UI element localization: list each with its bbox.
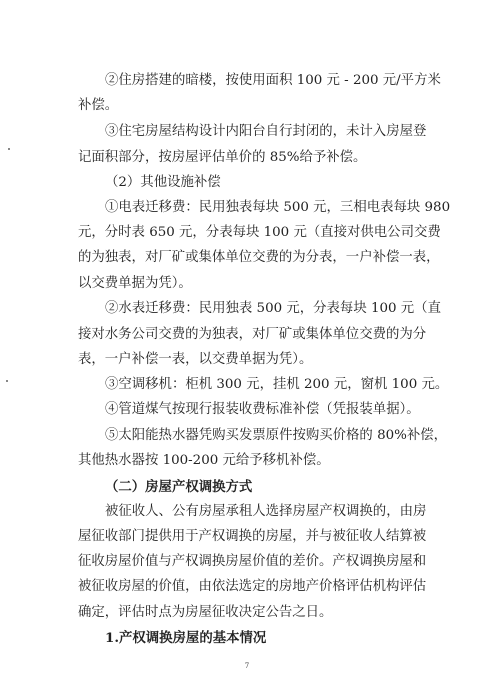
text-line: 被征收房屋的价值，由依法选定的房地产价格评估机构评估 <box>78 579 427 594</box>
text-line: 元，分时表 650 元，分表每块 100 元（直接对供电公司交费 <box>78 225 441 240</box>
margin-dot <box>6 380 8 382</box>
text-line: 其他热水器按 100-200 元给予移机补偿。 <box>78 453 330 468</box>
text-line: 确定，评估时点为房屋征收决定公告之日。 <box>78 605 333 620</box>
text-line: ⑤太阳能热水器凭购买发票原件按购买价格的 80%补偿， <box>105 428 448 443</box>
text-line: ②水表迁移费：民用独表 500 元，分表每块 100 元（直 <box>105 301 441 316</box>
subsection-heading: 1.产权调换房屋的基本情况 <box>105 630 267 646</box>
text-line: 被征收人、公有房屋承租人选择房屋产权调换的，由房 <box>105 504 427 519</box>
text-line: 记面积部分，按房屋评估单价的 85%给予补偿。 <box>78 150 367 165</box>
margin-dot <box>8 148 10 150</box>
text-line: ②住房搭建的暗楼，按使用面积 100 元 - 200 元/平方米 <box>105 73 441 88</box>
section-heading: （2）其他设施补偿 <box>105 175 221 190</box>
page-number: 7 <box>244 662 250 670</box>
text-line: 表，一户补偿一表，以交费单据为凭）。 <box>78 352 313 367</box>
text-line: ③住宅房屋结构设计内阳台自行封闭的，未计入房屋登 <box>105 124 427 139</box>
text-line: 的为独表，对厂矿或集体单位交费的为分表，一户补偿一表， <box>78 250 440 265</box>
text-line: ①电表迁移费：民用独表每块 500 元，三相电表每块 980 <box>105 200 451 215</box>
text-line: 补偿。 <box>78 98 119 113</box>
text-line: 征收房屋价值与产权调换房屋价值的差价。产权调换房屋和 <box>78 554 427 569</box>
text-line: ③空调移机：柜机 300 元，挂机 200 元，窗机 100 元。 <box>105 377 449 392</box>
text-line: 屋征收部门提供用于产权调换的房屋，并与被征收人结算被 <box>78 529 427 544</box>
text-line: 接对水务公司交费的为独表，对厂矿或集体单位交费的为分 <box>78 327 427 342</box>
section-heading: （二）房屋产权调换方式 <box>105 479 253 495</box>
text-line: 以交费单据为凭）。 <box>78 276 192 291</box>
text-line: ④管道煤气按现行报装收费标准补偿（凭报装单据）。 <box>105 402 420 417</box>
